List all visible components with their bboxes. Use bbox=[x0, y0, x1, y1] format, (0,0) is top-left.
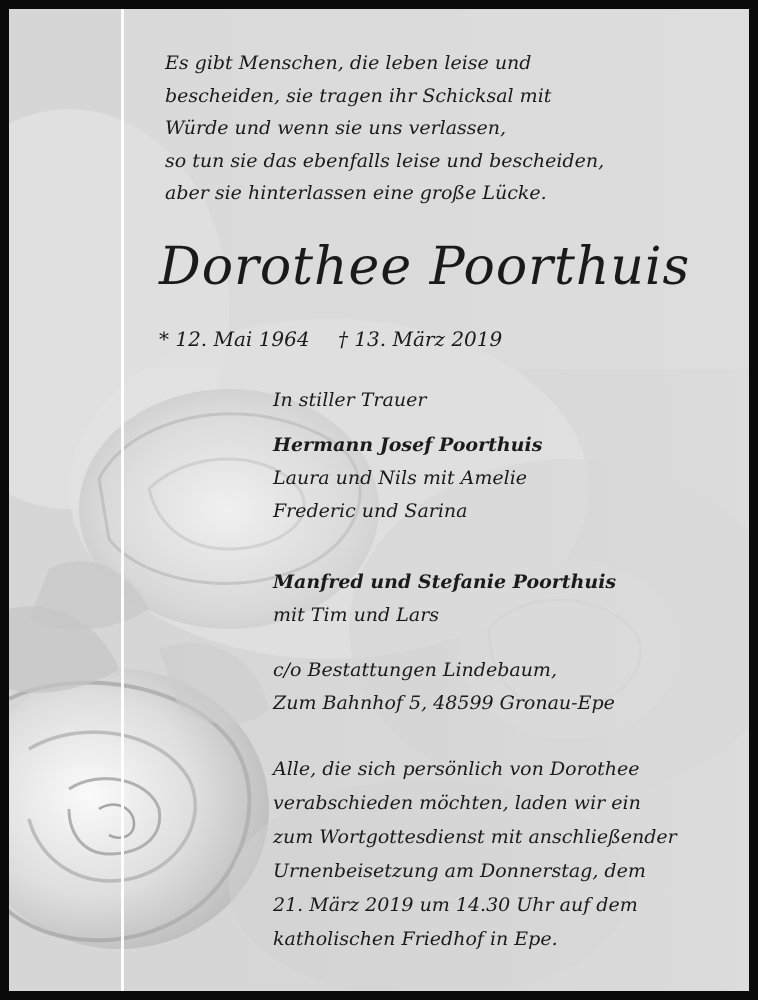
address-line: c/o Bestattungen Lindebaum, bbox=[273, 659, 557, 681]
family-member: Laura und Nils mit Amelie bbox=[273, 467, 528, 489]
closing-line: Urnenbeisetzung am Donnerstag, dem bbox=[273, 860, 646, 882]
family-group bbox=[273, 566, 616, 632]
closing-line: zum Wortgottesdienst mit anschließender bbox=[273, 826, 677, 848]
notice-text bbox=[9, 9, 749, 991]
mourning-heading: In stiller Trauer bbox=[273, 389, 427, 411]
poem-line: bescheiden, sie tragen ihr Schicksal mit bbox=[165, 84, 552, 107]
closing-line: verabschieden möchten, laden wir ein bbox=[273, 792, 641, 814]
birth-date: * 12. Mai 1964 bbox=[159, 327, 310, 351]
family-head: Hermann Josef Poorthuis bbox=[273, 434, 543, 456]
family-member: Frederic und Sarina bbox=[273, 500, 468, 522]
family-head: Manfred und Stefanie Poorthuis bbox=[273, 571, 617, 593]
poem-line: Es gibt Menschen, die leben leise und bbox=[165, 52, 532, 74]
family-member: mit Tim und Lars bbox=[273, 604, 440, 626]
poem bbox=[165, 47, 725, 210]
poem-line: Würde und wenn sie uns verlassen, bbox=[165, 117, 507, 139]
deceased-name: Dorothee Poorthuis bbox=[159, 237, 691, 297]
poem-line: so tun sie das ebenfalls leise und bescheiden, bbox=[165, 149, 605, 172]
closing-text bbox=[273, 752, 677, 956]
address-line: Zum Bahnhof 5, 48599 Gronau-Epe bbox=[273, 692, 615, 714]
life-dates bbox=[159, 327, 524, 351]
death-date: † 13. März 2019 bbox=[337, 327, 503, 351]
poem-line: aber sie hinterlassen eine große Lücke. bbox=[165, 182, 547, 204]
closing-line: katholischen Friedhof in Epe. bbox=[273, 928, 558, 950]
closing-line: Alle, die sich persönlich von Dorothee bbox=[273, 758, 640, 780]
family-group bbox=[273, 429, 542, 528]
closing-line: 21. März 2019 um 14.30 Uhr auf dem bbox=[273, 894, 638, 916]
address bbox=[273, 654, 615, 720]
